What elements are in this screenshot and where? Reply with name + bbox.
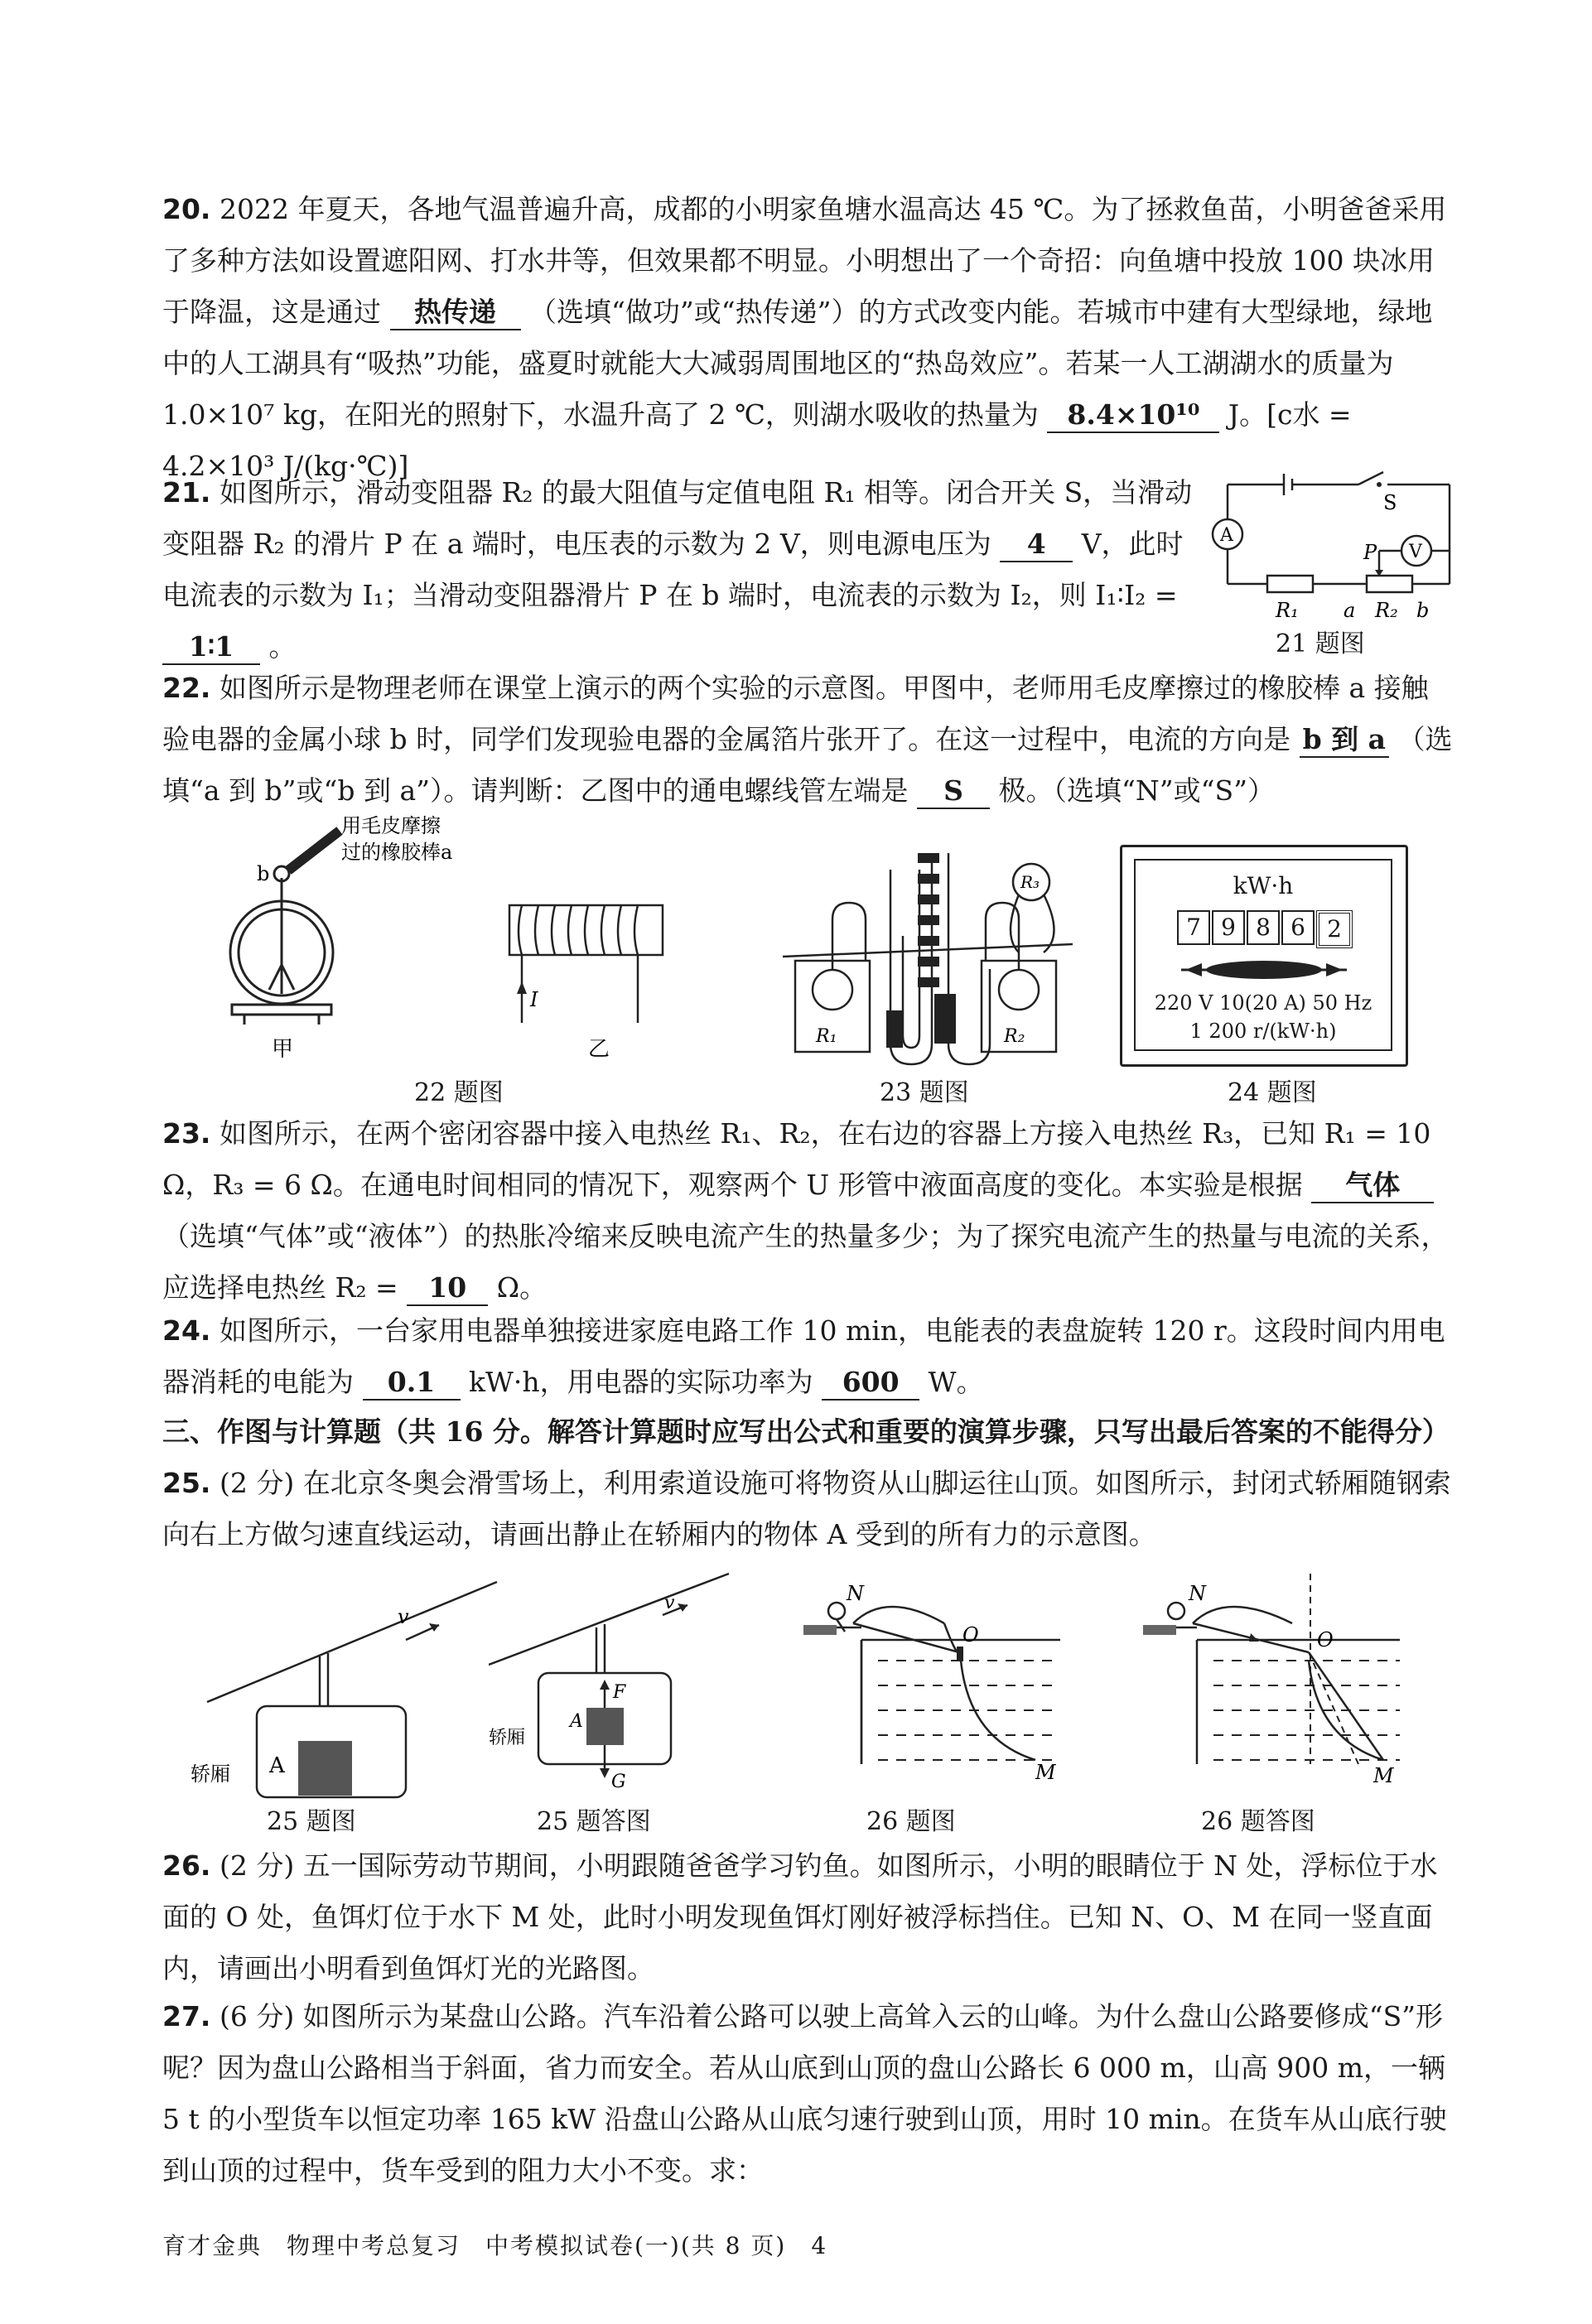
meter-disc: [1177, 953, 1351, 986]
figure-26-answer: [1110, 1574, 1408, 1797]
point-m-label: M: [1035, 1761, 1056, 1784]
figure-caption-26: 26 题图: [866, 1807, 956, 1836]
question-text: V，此时电流表的示数为 I₁；当滑动变阻器滑片 P 在 b 端时，电流表的示数为 I₂，则 I₁∶I₂ =: [162, 528, 1184, 611]
question-number: 22.: [162, 672, 211, 704]
figure-caption-23: 23 题图: [880, 1078, 969, 1107]
force-f-label: F: [613, 1682, 626, 1703]
end-b-label: b: [1416, 599, 1430, 622]
figure-caption-26-answer: 26 题答图: [1201, 1807, 1315, 1836]
figure-23: [779, 837, 1077, 1068]
question-22: [162, 663, 1455, 817]
question-text: 2022 年夏天，各地气温普遍升高，成都的小明家鱼塘水温高达 45 ℃。为了拯救鱼苗，小明爸爸采用了多种方法如设置遮阳网、打水井等，但效果都不明显。小明想出了一个奇招：向鱼塘中投放 100 块冰用于降温，这是通过: [162, 193, 1447, 328]
meter-digits: [1177, 910, 1353, 948]
figure-22: [207, 816, 671, 1064]
question-text: 如图所示，滑动变阻器 R₂ 的最大阻值与定值电阻 R₁ 相等。闭合开关 S，当滑动变阻器 R₂ 的滑片 P 在 a 端时，电压表的示数为 2 V，则电源电压为: [162, 476, 1193, 560]
figure-25-answer: [489, 1565, 737, 1806]
question-26: [162, 1840, 1455, 1994]
cabin-label: 轿厢: [489, 1728, 526, 1748]
answer-blank: b 到 a: [1300, 723, 1389, 758]
label-yi: 乙: [588, 1037, 610, 1062]
question-number: 24.: [162, 1314, 211, 1347]
point-o-label: O: [962, 1623, 979, 1647]
question-20: [162, 184, 1455, 492]
point-n-label: N: [847, 1582, 864, 1605]
ammeter-label: A: [1220, 525, 1233, 546]
question-text: （选填“做功”或“热传递”）的方式改变内能。若城市中建有大型绿地，绿地中的人工湖具有“吸热”功能，盛夏时就能大大减弱周围地区的“热岛效应”。若某一人工湖湖水的质量为 1.0×10⁷ kg，在阳光的照射下，水温升高了 2 ℃，则湖水吸收的热量为: [162, 296, 1433, 431]
end-a-label: a: [1344, 599, 1356, 622]
object-a-label: A: [269, 1753, 285, 1778]
label-jia: 甲: [272, 1037, 294, 1062]
r2-label: R₂: [1004, 1026, 1025, 1047]
cabin-label: 轿厢: [191, 1762, 230, 1786]
circuit-diagram-21: [1209, 464, 1466, 629]
question-23: [162, 1108, 1455, 1314]
meter-digit-decimal: 2: [1316, 910, 1353, 948]
question-text: 极。（选填“N”或“S”）: [998, 774, 1276, 807]
answer-blank: 4: [1000, 528, 1073, 562]
meter-unit: kW·h: [1233, 872, 1294, 899]
point-n-label: N: [1189, 1582, 1206, 1605]
question-number: 20.: [162, 193, 211, 225]
meter-digit: 9: [1212, 910, 1245, 945]
question-number: 26.: [162, 1849, 211, 1882]
question-text: （选填“气体”或“液体”）的热胀冷缩来反映电流产生的热量多少；为了探究电流产生的热量与电流的关系，应选择电热丝 R₂ =: [162, 1220, 1449, 1304]
current-label: I: [530, 988, 538, 1011]
answer-blank: 600: [822, 1366, 919, 1401]
question-text: 如图所示，一台家用电器单独接进家庭电路工作 10 min，电能表的表盘旋转 120 r。这段时间内用电器消耗的电能为: [162, 1314, 1445, 1398]
question-text: 如图所示，在两个密闭容器中接入电热丝 R₁、R₂，在右边的容器上方接入电热丝 R₃，已知 R₁ = 10 Ω，R₃ = 6 Ω。在通电时间相同的情况下，观察两个 U 形管中液面高度的变化。本实验是根据: [162, 1117, 1431, 1201]
answer-blank: 8.4×10¹⁰: [1047, 398, 1219, 433]
question-number: 27.: [162, 2000, 211, 2032]
question-text: 如图所示是物理老师在课堂上演示的两个实验的示意图。甲图中，老师用毛皮摩擦过的橡胶棒 a 接触验电器的金属小球 b 时，同学们发现验电器的金属箔片张开了。在这一过程中，电流的方向是: [162, 672, 1429, 755]
slider-label: P: [1363, 541, 1377, 564]
question-text: kW·h，用电器的实际功率为: [469, 1366, 813, 1398]
question-21: [162, 467, 1198, 673]
section-heading: 三、作图与计算题（共 16 分。解答计算题时应写出公式和重要的演算步骤，只写出最后答案的不能得分）: [162, 1415, 1450, 1448]
answer-blank: 10: [407, 1271, 488, 1306]
answer-blank: 气体: [1311, 1169, 1434, 1203]
answer-blank: 热传递: [390, 296, 521, 330]
electricity-meter: [1120, 845, 1408, 1067]
meter-digit: 7: [1177, 910, 1210, 945]
question-text: (2 分) 在北京冬奥会滑雪场上，利用索道设施可将物资从山脚运往山顶。如图所示，封闭式轿厢随钢索向右上方做匀速直线运动，请画出静止在轿厢内的物体 A 受到的所有力的示意图。: [162, 1467, 1451, 1550]
object-a-label: A: [570, 1711, 583, 1732]
question-25: [162, 1458, 1455, 1560]
figure-caption-21: 21 题图: [1276, 629, 1365, 658]
figure-caption-24: 24 题图: [1228, 1078, 1317, 1107]
question-text: (6 分) 如图所示为某盘山公路。汽车沿着公路可以驶上高耸入云的山峰。为什么盘山公路要修成“S”形呢？因为盘山公路相当于斜面，省力而安全。若从山底到山顶的盘山公路长 6 000 m，山高 900 m，一辆 5 t 的小型货车以恒定功率 165 kW 沿盘山公路从山底匀速行驶到山顶，用时 10 min。在货车从山底行驶到山顶的过程中，货车受到的阻力大小不变。求：: [162, 2000, 1447, 2187]
meter-digit: 8: [1247, 910, 1280, 945]
question-text: （选填“a 到 b”或“b 到 a”）。请判断：乙图中的通电螺线管左端是: [162, 723, 1453, 807]
question-27: [162, 1991, 1455, 2196]
r1-label: R₁: [1276, 599, 1299, 622]
question-text: (2 分) 五一国际劳动节期间，小明跟随爸爸学习钓鱼。如图所示，小明的眼睛位于 N 处，浮标位于水面的 O 处，鱼饵灯位于水下 M 处，此时小明发现鱼饵灯刚好被浮标挡住。已知 N、O、M 在同一竖直面内，请画出小明看到鱼饵灯光的光路图。: [162, 1849, 1438, 1984]
question-number: 23.: [162, 1117, 211, 1150]
figure-caption-25-answer: 25 题答图: [537, 1807, 651, 1836]
velocity-label: v: [398, 1605, 409, 1628]
voltmeter-label: V: [1409, 542, 1422, 562]
question-text: Ω。: [496, 1271, 548, 1304]
r3-label: R₃: [1020, 872, 1040, 892]
question-number: 21.: [162, 476, 211, 509]
rod-label-line1: 用毛皮摩擦: [341, 816, 441, 837]
ball-b-label: b: [257, 862, 270, 885]
question-text: W。: [928, 1366, 984, 1398]
question-number: 25.: [162, 1467, 211, 1499]
meter-spec-1: 220 V 10(20 A) 50 Hz: [1154, 991, 1372, 1015]
meter-spec-2: 1 200 r/(kW·h): [1189, 1020, 1337, 1043]
question-text: J。[c水 = 4.2×10³ J/(kg·℃)]: [162, 398, 1352, 482]
answer-blank: 0.1: [363, 1366, 461, 1401]
answer-blank: 1∶1: [162, 630, 260, 665]
question-24: [162, 1305, 1455, 1408]
figure-25: [191, 1565, 505, 1806]
rod-label-line2: 过的橡胶棒a: [341, 841, 453, 864]
force-g-label: G: [611, 1772, 626, 1792]
velocity-label: v: [664, 1593, 675, 1613]
meter-digit: 6: [1281, 910, 1315, 945]
r1-label: R₁: [816, 1026, 837, 1047]
point-o-label: O: [1317, 1628, 1334, 1651]
figure-caption-22: 22 题图: [414, 1078, 504, 1107]
point-m-label: M: [1373, 1764, 1394, 1787]
switch-label: S: [1383, 491, 1397, 514]
r2-label: R₂: [1375, 599, 1398, 622]
question-text: 。: [268, 630, 297, 663]
answer-blank: S: [917, 774, 990, 809]
figure-caption-25: 25 题图: [267, 1807, 356, 1836]
page-footer: 育才金典 物理中考总复习 中考模拟试卷(一)(共 8 页) 4: [162, 2232, 828, 2259]
figure-26: [770, 1574, 1069, 1797]
